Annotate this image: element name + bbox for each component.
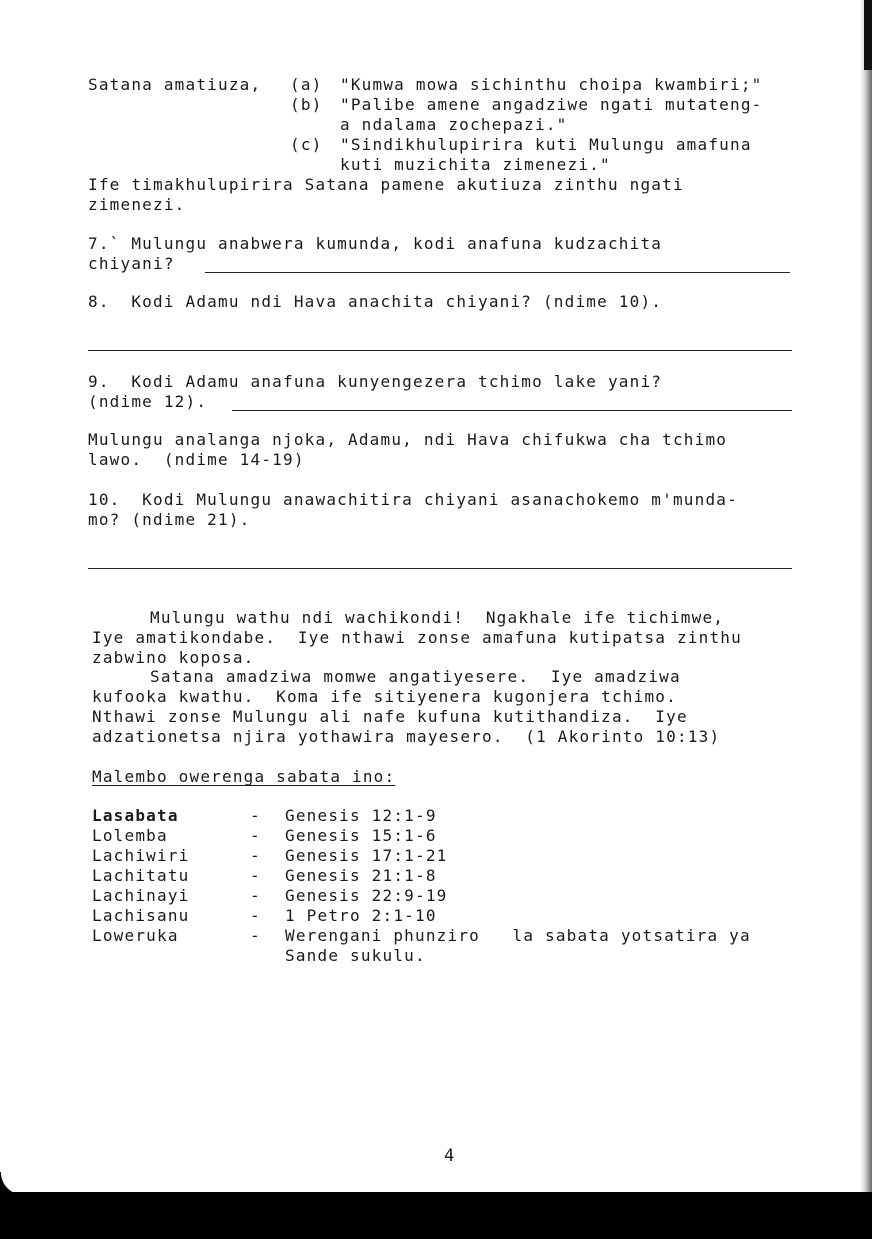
options-close-line2: zimenezi. [88, 195, 186, 214]
reading-dash: - [250, 846, 261, 865]
scan-corner [0, 1172, 24, 1194]
option-c-text-line1: "Sindikhulupirira kuti Mulungu amafuna [340, 135, 752, 154]
option-a-label: (a) [290, 75, 323, 94]
reading-ref: Genesis 15:1-6 [285, 826, 437, 845]
reading-day: Loweruka [92, 926, 179, 945]
question-7-line1: 7.` Mulungu anabwera kumunda, kodi anafuna kudzachita [88, 234, 663, 253]
reading-dash: - [250, 806, 261, 825]
reading-day: Lachinayi [92, 886, 190, 905]
reading-ref: Werengani phunziro la sabata yotsatira ya [285, 926, 751, 945]
scan-edge-bottom [0, 1192, 872, 1239]
scan-edge-right [860, 0, 872, 1192]
question-7-line2: chiyani? [88, 254, 175, 273]
option-b-text-line2: a ndalama zochepazi." [340, 115, 568, 134]
punishment-line2: lawo. (ndime 14-19) [88, 450, 305, 469]
reading-day: Lachiwiri [92, 846, 190, 865]
question-10-line2: mo? (ndime 21). [88, 510, 251, 529]
answer-line-q9[interactable] [232, 410, 792, 411]
option-b-label: (b) [290, 95, 323, 114]
options-close-line1: Ife timakhulupirira Satana pamene akutiuza zinthu ngati [88, 175, 684, 194]
reading-ref: Genesis 12:1-9 [285, 806, 437, 825]
question-9-line1: 9. Kodi Adamu anafuna kunyengezera tchimo lake yani? [88, 372, 663, 391]
reading-dash: - [250, 866, 261, 885]
option-c-text-line2: kuti muzichita zimenezi." [340, 155, 611, 174]
option-b-text-line1: "Palibe amene angadziwe ngati mutateng- [340, 95, 763, 114]
reading-dash: - [250, 926, 261, 945]
summary-p2-line3: Nthawi zonse Mulungu ali nafe kufuna kutithandiza. Iye [92, 707, 688, 726]
question-10-line1: 10. Kodi Mulungu anawachitira chiyani asanachokemo m'munda- [88, 490, 738, 509]
summary-p1-line3: zabwino koposa. [92, 648, 255, 667]
reading-ref: Genesis 17:1-21 [285, 846, 448, 865]
reading-ref: Genesis 21:1-8 [285, 866, 437, 885]
options-lead: Satana amatiuza, [88, 75, 262, 94]
summary-p2-line4: adzationetsa njira yothawira mayesero. (1 Akorinto 10:13) [92, 727, 721, 746]
page-number: 4 [444, 1146, 455, 1166]
reading-ref: 1 Petro 2:1-10 [285, 906, 437, 925]
answer-line-q7[interactable] [205, 272, 790, 273]
reading-day: Lachitatu [92, 866, 190, 885]
option-c-label: (c) [290, 135, 323, 154]
answer-line-q10[interactable] [88, 568, 792, 569]
scan-edge-top-right [864, 0, 872, 70]
reading-day: Lolemba [92, 826, 168, 845]
summary-p2-line1: Satana amadziwa momwe angatiyesere. Iye amadziwa [150, 667, 681, 686]
reading-dash: - [250, 886, 261, 905]
reading-day: Lachisanu [92, 906, 190, 925]
punishment-line1: Mulungu analanga njoka, Adamu, ndi Hava chifukwa cha tchimo [88, 430, 728, 449]
reading-dash: - [250, 906, 261, 925]
reading-ref-continued: Sande sukulu. [285, 946, 426, 965]
answer-line-q8[interactable] [88, 350, 792, 351]
summary-p2-line2: kufooka kwathu. Koma ife sitiyenera kugonjera tchimo. [92, 687, 677, 706]
reading-heading: Malembo owerenga sabata ino: [92, 767, 396, 786]
summary-p1-line1: Mulungu wathu ndi wachikondi! Ngakhale ife tichimwe, [150, 608, 725, 627]
reading-dash: - [250, 826, 261, 845]
reading-day: Lasabata [92, 806, 179, 825]
question-9-line2: (ndime 12). [88, 392, 208, 411]
option-a-text: "Kumwa mowa sichinthu choipa kwambiri;" [340, 75, 763, 94]
question-8: 8. Kodi Adamu ndi Hava anachita chiyani? (ndime 10). [88, 292, 663, 311]
summary-p1-line2: Iye amatikondabe. Iye nthawi zonse amafuna kutipatsa zinthu [92, 628, 742, 647]
reading-ref: Genesis 22:9-19 [285, 886, 448, 905]
